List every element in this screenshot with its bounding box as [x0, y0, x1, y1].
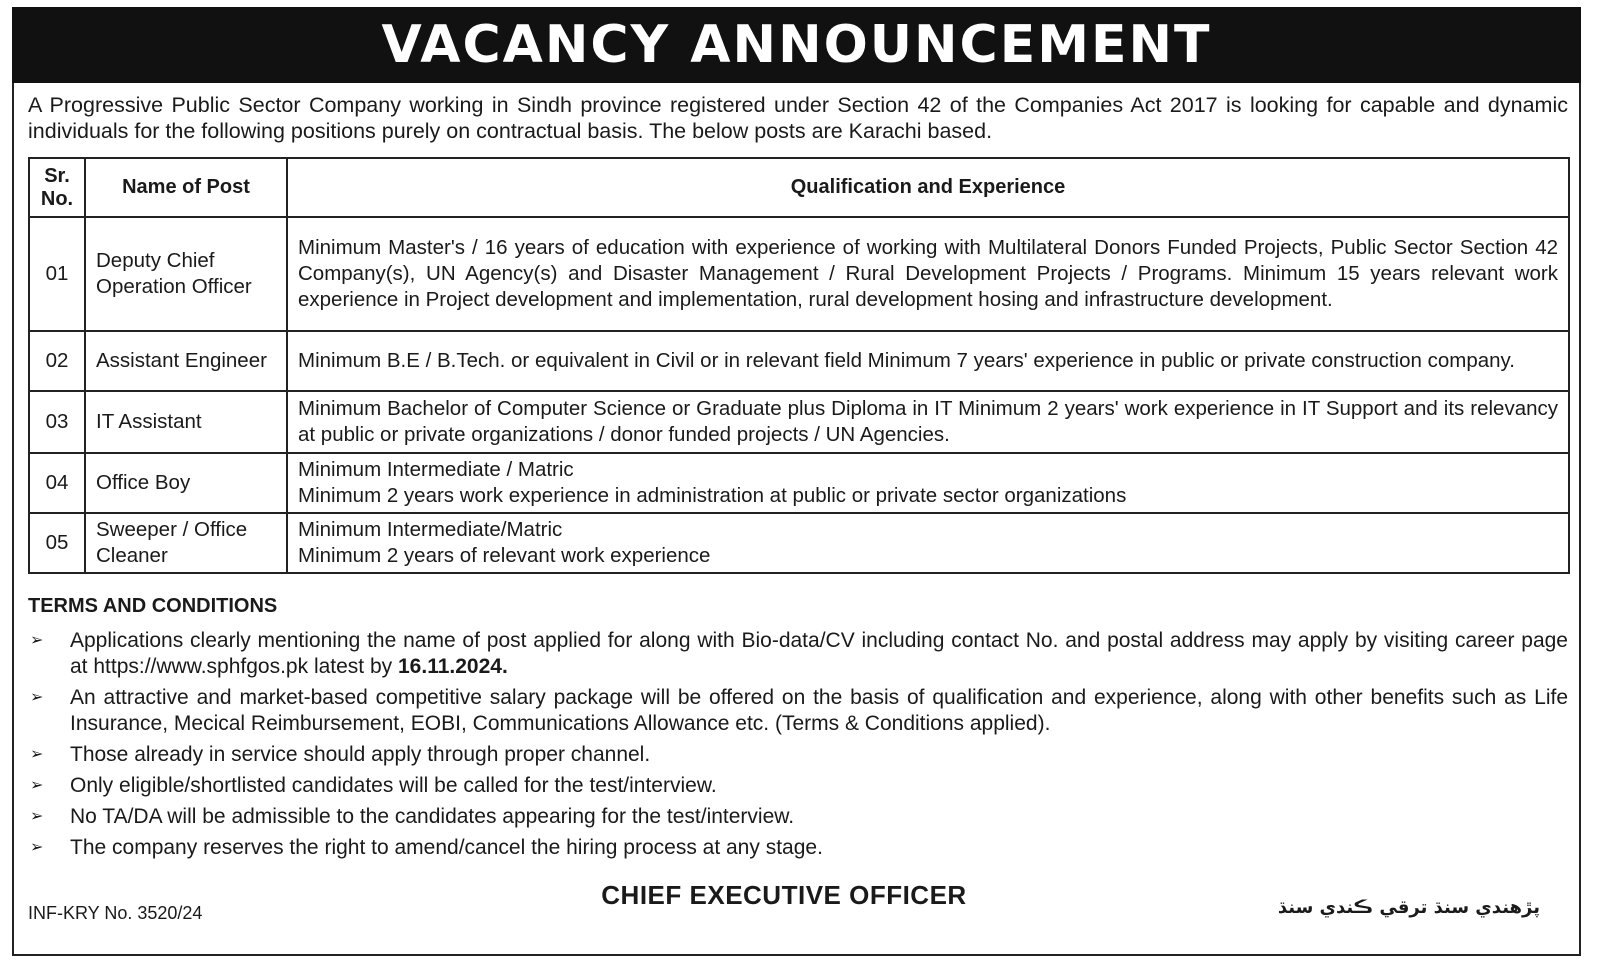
terms-item: [28, 773, 1568, 799]
table-header-row: [29, 158, 1569, 217]
table-row: [29, 513, 1569, 573]
terms-item-text: The company reserves the right to amend/cancel the hiring process at any stage.: [70, 836, 823, 859]
terms-heading: TERMS AND CONDITIONS: [28, 595, 278, 617]
terms-item: [28, 628, 1568, 680]
deadline-date: 16.11.2024.: [398, 655, 508, 678]
terms-item: [28, 804, 1568, 830]
terms-item-text: Only eligible/shortlisted candidates will be called for the test/interview.: [70, 774, 717, 797]
row-qualification: [287, 453, 1569, 513]
reference-number: INF-KRY No. 3520/24: [28, 903, 203, 923]
row-qualification: [287, 513, 1569, 573]
arrow-bullet-icon: ➢: [30, 839, 44, 856]
terms-item-text: Those already in service should apply through proper channel.: [70, 743, 651, 766]
terms-item-text: An attractive and market-based competitive salary package will be offered on the basis of qualification and experience, along with other benefits such as Life Insurance, Mecical Reimbursement, EOBI, Communications Allowance etc. (Terms & Conditions applied).: [70, 686, 1568, 735]
intro-paragraph: A Progressive Public Sector Company working in Sindh province registered under Section 42 of the Companies Act 2017 is looking for capable and dynamic individuals for the following positions purely on contractual basis. The below posts are Karachi based.: [28, 93, 1568, 143]
terms-item-text: Applications clearly mentioning the name of post applied for along with Bio-data/CV including contact No. and postal address may apply by visiting career page at https://www.sphfgos.pk latest by: [70, 629, 1568, 678]
terms-list: [28, 628, 1568, 866]
signatory-title: CHIEF EXECUTIVE OFFICER: [601, 880, 967, 910]
vacancy-table: [28, 157, 1570, 574]
announcement-title: VACANCY ANNOUNCEMENT: [12, 7, 1581, 83]
terms-item: [28, 742, 1568, 768]
header-qualification: Qualification and Experience: [287, 158, 1569, 217]
table-row: [29, 331, 1569, 391]
qualification-line: Minimum Intermediate / Matric: [298, 458, 574, 481]
terms-item-text: No TA/DA will be admissible to the candidates appearing for the test/interview.: [70, 805, 795, 828]
row-sr-no: 05: [29, 513, 85, 573]
row-qualification: Minimum Bachelor of Computer Science or Graduate plus Diploma in IT Minimum 2 years' work experience in IT Support and its relevancy at public or private organizations / donor funded projects / UN Agencies.: [287, 391, 1569, 453]
qualification-line: Minimum Intermediate/Matric: [298, 518, 563, 541]
qualification-line: Minimum 2 years work experience in administration at public or private sector organizations: [298, 484, 1127, 507]
arrow-bullet-icon: ➢: [30, 746, 44, 763]
row-post-name: Assistant Engineer: [85, 331, 287, 391]
row-qualification: Minimum Master's / 16 years of education with experience of working with Multilateral Donors Funded Projects, Public Sector Section 42 Company(s), UN Agency(s) and Disaster Management / Rural Development Projects / Programs. Minimum 15 years relevant work experience in Project development and implementation, rural development hosing and infrastructure development.: [287, 217, 1569, 331]
row-qualification: Minimum B.E / B.Tech. or equivalent in Civil or in relevant field Minimum 7 years' experience in public or private construction company.: [287, 331, 1569, 391]
arrow-bullet-icon: ➢: [30, 689, 44, 706]
row-sr-no: 04: [29, 453, 85, 513]
row-post-name: Sweeper / Office Cleaner: [85, 513, 287, 573]
header-sr-no: Sr. No.: [29, 158, 85, 217]
row-sr-no: 03: [29, 391, 85, 453]
row-post-name: IT Assistant: [85, 391, 287, 453]
qualification-line: Minimum 2 years of relevant work experience: [298, 544, 711, 567]
table-row: [29, 453, 1569, 513]
terms-item: [28, 685, 1568, 737]
terms-item: [28, 835, 1568, 861]
arrow-bullet-icon: ➢: [30, 777, 44, 794]
table-row: [29, 391, 1569, 453]
table-row: [29, 217, 1569, 331]
arrow-bullet-icon: ➢: [30, 632, 44, 649]
row-sr-no: 01: [29, 217, 85, 331]
sindhi-slogan: پڙهندي سنڌ ترقي ڪندي سنڌ: [1277, 897, 1540, 918]
row-sr-no: 02: [29, 331, 85, 391]
row-post-name: Deputy Chief Operation Officer: [85, 217, 287, 331]
arrow-bullet-icon: ➢: [30, 808, 44, 825]
header-name-of-post: Name of Post: [85, 158, 287, 217]
row-post-name: Office Boy: [85, 453, 287, 513]
